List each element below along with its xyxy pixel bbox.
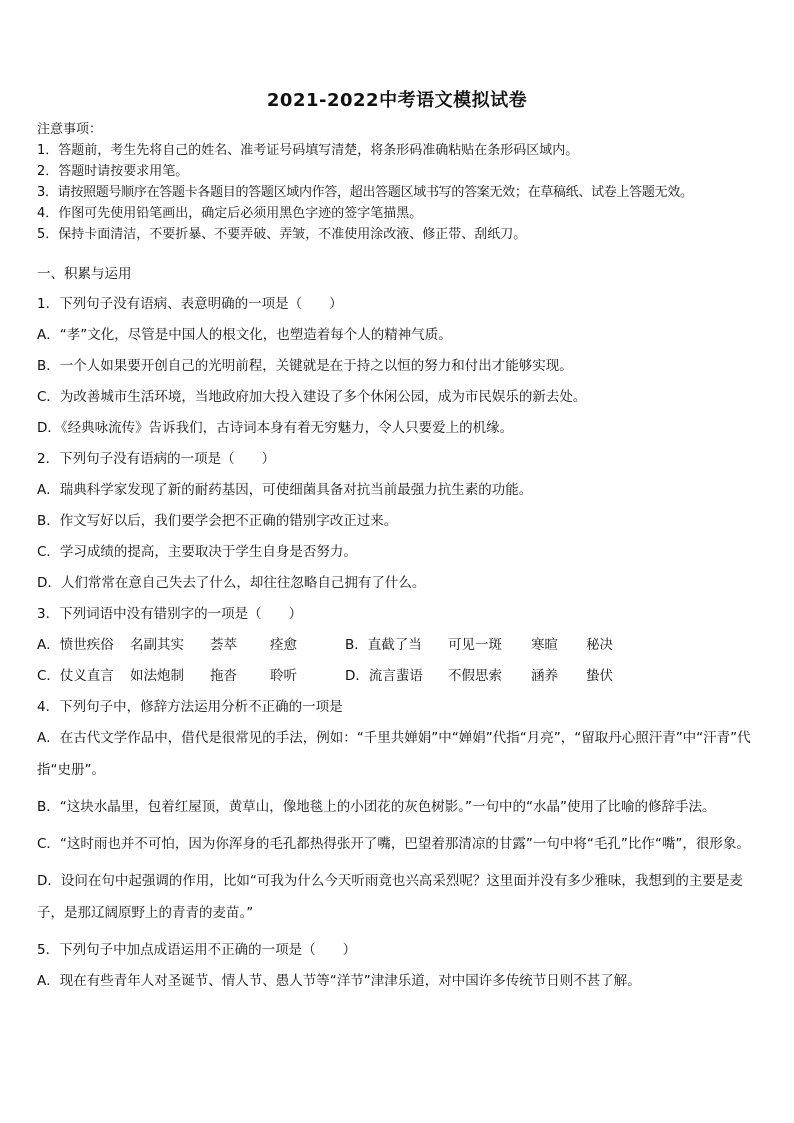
- question-stem: 5．下列句子中加点成语运用不正确的一项是（ ）: [37, 942, 357, 958]
- option-a: A．瑞典科学家发现了新的耐药基因，可使细菌具备对抗当前最强力抗生素的功能。: [37, 482, 533, 498]
- option-word: 蛰伏: [586, 668, 613, 684]
- notice-block: [37, 119, 767, 245]
- notice-item: 5．保持卡面清洁，不要折暴、不要弄破、弄皱，不准使用涂改液、修正带、刮纸刀。: [37, 227, 527, 242]
- option-word: 涵养: [531, 668, 558, 684]
- question-stem: 3．下列词语中没有错别字的一项是（ ）: [37, 606, 303, 622]
- question-content: [37, 264, 763, 1002]
- option-c: C．“这时雨也并不可怕，因为你浑身的毛孔都热得张开了嘴，巴望着那清凉的甘露”一句中将“毛孔”比作“嘴”，很形象。: [37, 836, 750, 852]
- page-title: 2021-2022中考语文模拟试卷: [266, 90, 528, 111]
- option-b: B．一个人如果要开创自己的光明前程，关键就是在于持之以恒的努力和付出才能够实现。: [37, 358, 573, 374]
- option-word: 寒暄: [531, 637, 558, 653]
- option-word: 可见一斑: [448, 637, 502, 653]
- option-b: B．“这块水晶里，包着红屋顶，黄草山，像地毯上的小团花的灰色树影。”一句中的“水晶”使用了比喻的修辞手法。: [37, 799, 716, 815]
- notice-item: 1．答题前，考生先将自己的姓名、准考证号码填写清楚，将条形码准确粘贴在条形码区域内。: [37, 143, 579, 158]
- options-row: [37, 635, 763, 655]
- option-word: 不假思索: [448, 668, 502, 684]
- option-word: A．愤世疾俗: [37, 637, 114, 653]
- option-word: 秘决: [586, 637, 613, 653]
- option-b: B．作文写好以后，我们要学会把不正确的错别字改正过来。: [37, 513, 398, 529]
- option-word: C．仗义直言: [37, 668, 114, 684]
- notice-heading: 注意事项：: [37, 122, 103, 137]
- question-stem: 4．下列句子中，修辞方法运用分析不正确的一项是: [37, 699, 343, 715]
- option-c: C．为改善城市生活环境，当地政府加大投入建设了多个休闲公园，成为市民娱乐的新去处。: [37, 389, 587, 405]
- question-stem: 2．下列句子没有语病的一项是（ ）: [37, 451, 276, 467]
- option-word: D．流言蜚语: [345, 668, 423, 684]
- option-a: A．在古代文学作品中，借代是很常见的手法，例如：“千里共婵娟”中“婵娟”代指“月亮”，“留取丹心照汗青”中“汗青”代指“史册”。: [37, 730, 751, 778]
- option-word: 拖沓: [210, 668, 237, 684]
- option-word: 如法炮制: [130, 668, 184, 684]
- question-stem: 1．下列句子没有语病、表意明确的一项是（ ）: [37, 296, 343, 312]
- notice-item: 2．答题时请按要求用笔。: [37, 164, 189, 179]
- option-d: D．《经典咏流传》告诉我们，古诗词本身有着无穷魅力，令人只要爱上的机缘。: [37, 420, 514, 436]
- option-word: 名副其实: [130, 637, 184, 653]
- option-word: B．直截了当: [345, 637, 422, 653]
- section-title: 一、积累与运用: [37, 266, 132, 282]
- option-word: 痊愈: [270, 637, 297, 653]
- option-word: 荟萃: [210, 637, 237, 653]
- notice-item: 3．请按照题号顺序在答题卡各题目的答题区域内作答，超出答题区域书写的答案无效；在草稿纸、试卷上答题无效。: [37, 185, 693, 200]
- options-row: [37, 666, 763, 686]
- option-a: A．现在有些青年人对圣诞节、情人节、愚人节等“洋节”津津乐道，对中国许多传统节日则不甚了解。: [37, 973, 641, 989]
- notice-item: 4．作图可先使用铅笔画出，确定后必须用黑色字迹的签字笔描黑。: [37, 206, 423, 221]
- option-a: A．“孝”文化，尽管是中国人的根文化，也塑造着每个人的精神气质。: [37, 327, 452, 343]
- option-d: D．人们常常在意自己失去了什么，却往往忽略自己拥有了什么。: [37, 575, 426, 591]
- option-c: C．学习成绩的提高，主要取决于学生自身是否努力。: [37, 544, 357, 560]
- option-d: D．设问在句中起强调的作用，比如“可我为什么今天听雨竟也兴高采烈呢？这里面并没有多少雅味，我想到的主要是麦子，是那辽阔原野上的青青的麦苗。”: [37, 873, 743, 921]
- option-word: 聆听: [270, 668, 297, 684]
